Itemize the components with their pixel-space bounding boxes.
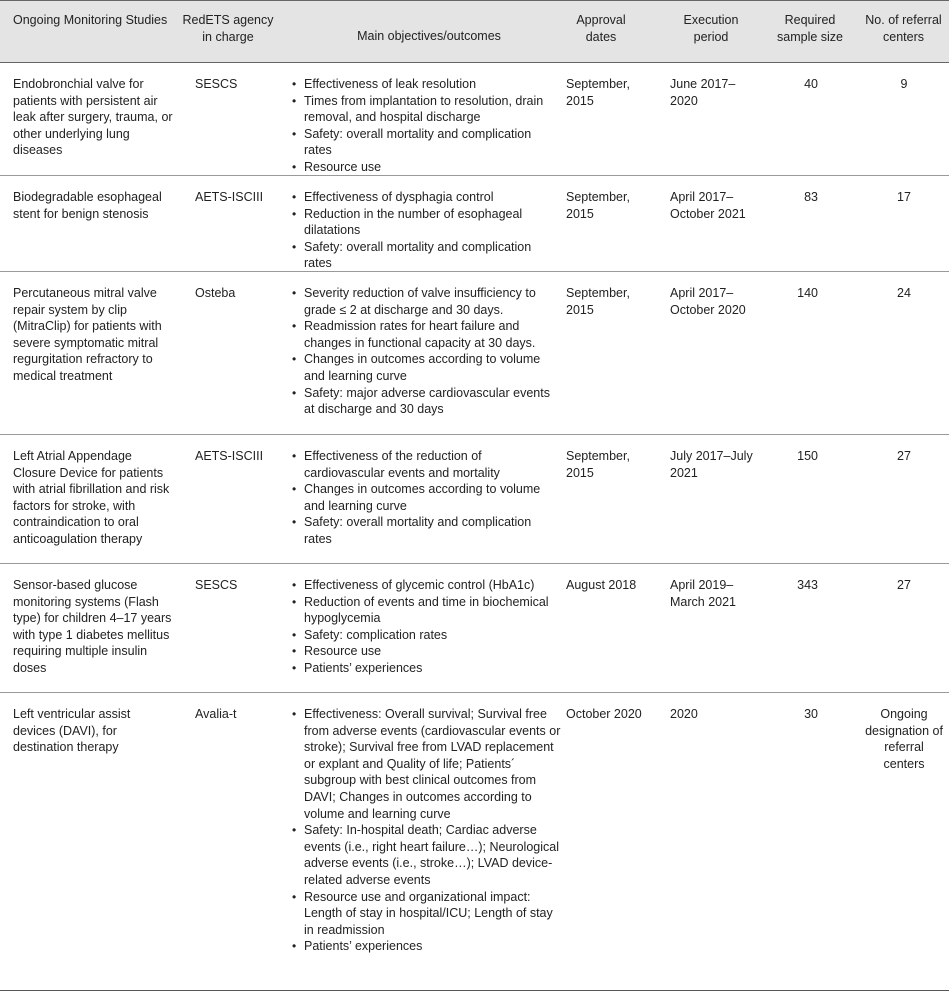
agency-cell: SESCS xyxy=(195,77,238,91)
execution-cell: June 2017–2020 xyxy=(670,77,736,108)
objective-item: • Resource use and organizational impact: Length of stay in hospital/ICU; Length of stay in readmission xyxy=(304,889,562,939)
sample-size-cell: 83 xyxy=(804,190,818,204)
objective-item: • Severity reduction of valve insufficiency to grade ≤ 2 at discharge and 30 days. xyxy=(304,285,562,318)
objective-item: • Safety: complication rates xyxy=(304,627,562,644)
sample-size-cell: 140 xyxy=(797,286,818,300)
objective-item: • Reduction of events and time in biochemical hypoglycemia xyxy=(304,594,562,627)
referral-centers-cell: 27 xyxy=(897,578,911,592)
header-objectives: Main objectives/outcomes xyxy=(357,29,501,43)
objective-item: • Resource use xyxy=(304,159,562,176)
objective-item: • Times from implantation to resolution, drain removal, and hospital discharge xyxy=(304,93,562,126)
objective-item: • Effectiveness of glycemic control (HbA1c) xyxy=(304,577,562,594)
execution-cell: April 2017–October 2021 xyxy=(670,190,746,221)
agency-cell: AETS-ISCIII xyxy=(195,449,264,463)
objective-item: • Resource use xyxy=(304,643,562,660)
table-header xyxy=(0,0,949,63)
table-row xyxy=(0,63,949,176)
table-row xyxy=(0,564,949,693)
objective-item: • Changes in outcomes according to volume and learning curve xyxy=(304,351,562,384)
agency-cell: Avalia-t xyxy=(195,707,237,721)
approval-cell: September, 2015 xyxy=(566,190,630,221)
execution-cell: July 2017–July 2021 xyxy=(670,449,753,480)
agency-cell: AETS-ISCIII xyxy=(195,190,264,204)
header-execution: Execution period xyxy=(683,13,739,44)
study-cell: Percutaneous mitral valve repair system by clip (MitraClip) for patients with severe symptomatic mitral regurgitation refractory to medical treatment xyxy=(13,286,162,383)
objectives-cell xyxy=(304,76,562,176)
approval-cell: September, 2015 xyxy=(566,449,630,480)
approval-cell: September, 2015 xyxy=(566,77,630,108)
objective-item: • Patients’ experiences xyxy=(304,938,562,955)
study-cell: Biodegradable esophageal stent for benign stenosis xyxy=(13,190,162,221)
header-referral-centers: No. of referral centers xyxy=(865,13,942,44)
sample-size-cell: 150 xyxy=(797,449,818,463)
objective-item: • Effectiveness of the reduction of cardiovascular events and mortality xyxy=(304,448,562,481)
objective-item: • Effectiveness of dysphagia control xyxy=(304,189,562,206)
objectives-cell xyxy=(304,577,562,677)
referral-centers-cell: Ongoing designation of referral centers xyxy=(865,707,943,771)
objective-item: • Safety: overall mortality and complication rates xyxy=(304,514,562,547)
referral-centers-cell: 27 xyxy=(897,449,911,463)
objective-item: • Readmission rates for heart failure and changes in functional capacity at 30 days. xyxy=(304,318,562,351)
approval-cell: September, 2015 xyxy=(566,286,630,317)
header-agency: RedETS agency in charge xyxy=(182,13,274,44)
agency-cell: SESCS xyxy=(195,578,238,592)
sample-size-cell: 343 xyxy=(797,578,818,592)
objective-item: • Safety: In-hospital death; Cardiac adverse events (i.e., right heart failure…); Neurological adverse events (i.e., stroke…); LVAD device-related adverse events xyxy=(304,822,562,888)
execution-cell: April 2017–October 2020 xyxy=(670,286,746,317)
objectives-cell xyxy=(304,706,562,955)
header-sample-size: Required sample size xyxy=(777,13,843,44)
referral-centers-cell: 17 xyxy=(897,190,911,204)
table-row xyxy=(0,176,949,272)
sample-size-cell: 30 xyxy=(804,707,818,721)
study-cell: Sensor-based glucose monitoring systems (Flash type) for children 4–17 years with type 1 diabetes mellitus requiring multiple insulin doses xyxy=(13,578,172,675)
objective-item: • Patients’ experiences xyxy=(304,660,562,677)
execution-cell: 2020 xyxy=(670,707,698,721)
objectives-cell xyxy=(304,285,562,418)
execution-cell: April 2019–March 2021 xyxy=(670,578,737,609)
study-cell: Left ventricular assist devices (DAVI), for destination therapy xyxy=(13,707,131,755)
approval-cell: October 2020 xyxy=(566,707,642,721)
objective-item: • Safety: overall mortality and complication rates xyxy=(304,126,562,159)
agency-cell: Osteba xyxy=(195,286,236,300)
header-study: Ongoing Monitoring Studies xyxy=(13,13,168,27)
objective-item: • Effectiveness: Overall survival; Survival free from adverse events (cardiovascular events or stroke); Survival free from LVAD replacement or explant and Quality of life; Patients´ subgroup with best clinical outcomes from DAVI; Changes in outcomes according to volume and learning curve xyxy=(304,706,562,822)
study-cell: Left Atrial Appendage Closure Device for patients with atrial fibrillation and risk factors for stroke, with contraindication to oral anticoagulation therapy xyxy=(13,449,170,546)
table-row xyxy=(0,693,949,991)
objective-item: • Safety: overall mortality and complication rates xyxy=(304,239,562,272)
objective-item: • Safety: major adverse cardiovascular events at discharge and 30 days xyxy=(304,385,562,418)
objectives-cell xyxy=(304,448,562,548)
table-row xyxy=(0,435,949,564)
referral-centers-cell: 9 xyxy=(900,77,908,91)
table-row xyxy=(0,272,949,435)
study-cell: Endobronchial valve for patients with persistent air leak after surgery, trauma, or other underlying lung diseases xyxy=(13,77,173,158)
objective-item: • Changes in outcomes according to volume and learning curve xyxy=(304,481,562,514)
objectives-cell xyxy=(304,189,562,272)
sample-size-cell: 40 xyxy=(804,77,818,91)
objective-item: • Reduction in the number of esophageal dilatations xyxy=(304,206,562,239)
header-approval: Approval dates xyxy=(576,13,626,44)
referral-centers-cell: 24 xyxy=(897,286,911,300)
approval-cell: August 2018 xyxy=(566,578,637,592)
objective-item: • Effectiveness of leak resolution xyxy=(304,76,562,93)
